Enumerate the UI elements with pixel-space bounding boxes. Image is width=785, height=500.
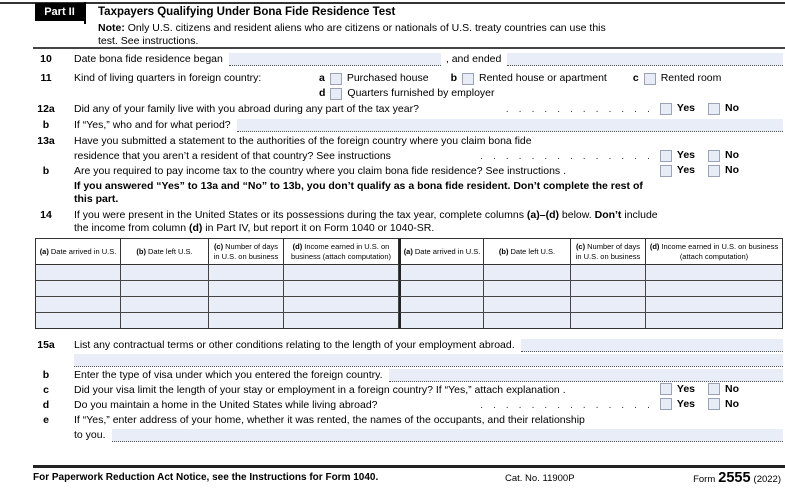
line-11-number: 11 <box>40 72 52 84</box>
table-cell-r1c7[interactable] <box>571 265 646 281</box>
line-14-text-5: in Part IV, but report it on Form 1040 or 1040-SR. <box>202 222 435 234</box>
family-period-field[interactable] <box>237 119 783 132</box>
table-cell-r3c7[interactable] <box>571 297 646 313</box>
line-15c-yesno <box>660 383 739 397</box>
date-ended-field[interactable] <box>507 53 783 66</box>
part-divider-line <box>84 2 86 24</box>
form-number: 2555 <box>718 470 751 486</box>
page-footer <box>33 470 783 488</box>
line-11 <box>33 70 783 85</box>
checkbox-12a-yes[interactable] <box>660 103 672 115</box>
section-note <box>98 22 606 47</box>
line-15d-yesno <box>660 398 739 412</box>
section-title: Taxpayers Qualifying Under Bona Fide Residence Test <box>98 6 396 18</box>
line-11d <box>33 85 783 100</box>
line-12b <box>33 116 783 132</box>
checkbox-11d-employer-quarters[interactable] <box>330 88 342 100</box>
col-header-c2: (c) Number of days in U.S. on business <box>571 239 646 265</box>
option-11d-label: Quarters furnished by employer <box>347 87 495 99</box>
line-13b-label: Are you required to pay income tax to the country where you claim bona fide residence? See instructions . <box>74 165 567 177</box>
line-12a-label: Did any of your family live with you abroad during any part of the tax year? <box>74 103 419 115</box>
line-12a-number: 12a <box>37 103 55 115</box>
table-cell-r4c8[interactable] <box>646 313 782 328</box>
line-14 <box>33 209 783 222</box>
checkbox-15d-no[interactable] <box>708 398 720 410</box>
table-cell-r4c6[interactable] <box>484 313 571 328</box>
table-cell-r3c3[interactable] <box>209 297 284 313</box>
line-13-note <box>33 180 783 193</box>
checkbox-13a-no[interactable] <box>708 150 720 162</box>
line-13b-yes-label: Yes <box>676 164 695 176</box>
line-14-bold-d: (d) <box>188 222 203 234</box>
table-cell-r1c4[interactable] <box>284 265 399 281</box>
option-11c-label: Rented room <box>660 72 722 84</box>
table-cell-r3c1[interactable] <box>36 297 121 313</box>
checkbox-11b-rented-house[interactable] <box>462 73 474 85</box>
line-14-text-3: include <box>621 209 658 221</box>
table-cell-r3c8[interactable] <box>646 297 782 313</box>
line-12a <box>33 101 783 116</box>
option-11c <box>633 72 722 85</box>
contract-terms-field-2[interactable] <box>74 354 783 367</box>
line-13a-cont <box>33 148 783 163</box>
line-15d-number: d <box>42 398 50 411</box>
line-15d-leaders: . . . . . . . . . . . . . . <box>480 398 650 411</box>
option-11b-letter: b <box>450 72 457 84</box>
line-13-note-cont <box>33 193 783 206</box>
checkbox-11c-rented-room[interactable] <box>644 73 656 85</box>
table-cell-r1c3[interactable] <box>209 265 284 281</box>
line-13a-label-2: residence that you aren’t a resident of that country? See instructions <box>74 150 391 162</box>
line-14-bold-dont: Don’t <box>594 209 622 221</box>
form-word: Form <box>693 474 716 485</box>
line-15e-cont <box>33 427 783 442</box>
line-12b-label: If “Yes,” who and for what period? <box>74 119 231 131</box>
form-body <box>33 49 783 442</box>
top-rule <box>0 2 785 4</box>
line-13a-leaders: . . . . . . . . . . . . . . <box>480 150 650 162</box>
line-15a-number: 15a <box>37 338 55 351</box>
line-12b-number: b <box>42 119 50 131</box>
table-cell-r2c3[interactable] <box>209 281 284 297</box>
line-13b-yesno <box>660 164 739 178</box>
note-line1: Only U.S. citizens and resident aliens who are citizens or nationals of U.S. treaty countries can use this <box>127 22 606 34</box>
line-13b <box>33 163 783 178</box>
part-ii-badge: Part II <box>35 3 84 21</box>
line-15a <box>33 336 783 352</box>
line-13a <box>33 135 783 148</box>
col-header-b1: (b) Date left U.S. <box>121 239 209 265</box>
line-15d-yes-label: Yes <box>676 397 695 410</box>
table-cell-r2c7[interactable] <box>571 281 646 297</box>
checkbox-12a-no[interactable] <box>708 103 720 115</box>
note-line2: test. See instructions. <box>98 34 199 47</box>
line-14-bold-ad: (a)–(d) <box>526 209 559 221</box>
line-12a-yes-label: Yes <box>676 102 695 114</box>
contract-terms-field[interactable] <box>521 339 783 352</box>
line-12a-no-label: No <box>725 102 739 114</box>
table-cell-r4c7[interactable] <box>571 313 646 328</box>
col-header-d1: (d) Income earned in U.S. on business (attach computation) <box>284 239 399 265</box>
option-11c-letter: c <box>632 72 639 84</box>
checkbox-11a-purchased-house[interactable] <box>330 73 342 85</box>
line-15a-cont <box>33 352 783 367</box>
line-14-text-2: below. <box>559 209 595 221</box>
line-11-label: Kind of living quarters in foreign country: <box>74 72 262 84</box>
line-13b-number: b <box>42 165 50 177</box>
line-13a-no-label: No <box>725 149 739 161</box>
paperwork-notice: For Paperwork Reduction Act Notice, see the Instructions for Form 1040. <box>33 472 379 483</box>
line-14-cont <box>33 222 783 235</box>
line-15b-label: Enter the type of visa under which you entered the foreign country. <box>74 368 383 381</box>
line-14-number: 14 <box>40 209 52 221</box>
line-15d <box>33 397 783 412</box>
line-15e-number: e <box>43 413 49 426</box>
table-cell-r1c1[interactable] <box>36 265 121 281</box>
line-15d-no-label: No <box>725 397 739 410</box>
col-header-c1: (c) Number of days in U.S. on business <box>209 239 284 265</box>
col-header-a2: (a) Date arrived in U.S. <box>399 239 484 265</box>
line-15c-yes-label: Yes <box>676 382 695 395</box>
line-12a-leaders: . . . . . . . . . . . . <box>505 103 650 115</box>
table-cell-r4c3[interactable] <box>209 313 284 328</box>
bottom-rule <box>33 465 785 468</box>
table-cell-r4c2[interactable] <box>121 313 209 328</box>
col-header-d2: (d) Income earned in U.S. on business (attach computation) <box>646 239 782 265</box>
col-header-b2: (b) Date left U.S. <box>484 239 571 265</box>
table-cell-r4c5[interactable] <box>399 313 484 328</box>
checkbox-13b-yes[interactable] <box>660 165 672 177</box>
line-13-note-1: If you answered “Yes” to 13a and “No” to 13b, you don’t qualify as a bona fide resident. Don’t complete the rest of <box>74 180 643 192</box>
form-number-block <box>693 470 781 486</box>
option-11a-letter: a <box>319 72 325 84</box>
date-began-field[interactable] <box>229 53 441 66</box>
option-11b-label: Rented house or apartment <box>479 72 607 84</box>
checkbox-13a-yes[interactable] <box>660 150 672 162</box>
table-cell-r3c4[interactable] <box>284 297 399 313</box>
line-10-label: Date bona fide residence began <box>74 53 223 65</box>
catalog-number: Cat. No. 11900P <box>505 473 575 484</box>
line-15c-no-label: No <box>725 382 739 395</box>
checkbox-15d-yes[interactable] <box>660 398 672 410</box>
line-15c-label: Did your visa limit the length of your stay or employment in a foreign country? If “Yes,” attach explanation . <box>74 383 566 396</box>
table-cell-r3c5[interactable] <box>399 297 484 313</box>
form-year: (2022) <box>753 474 781 485</box>
line-15a-label: List any contractual terms or other conditions relating to the length of your employment abroad. <box>74 338 515 351</box>
table-cell-r2c8[interactable] <box>646 281 782 297</box>
line-12a-yesno <box>660 102 739 116</box>
line-10-number: 10 <box>40 53 52 65</box>
table-cell-r1c2[interactable] <box>121 265 209 281</box>
note-label: Note: <box>98 22 125 34</box>
line-15e-label-2: to you. <box>74 428 106 441</box>
table-cell-r2c5[interactable] <box>399 281 484 297</box>
visa-type-field[interactable] <box>389 369 783 382</box>
checkbox-13b-no[interactable] <box>708 165 720 177</box>
line-15b <box>33 367 783 382</box>
line-15c <box>33 382 783 397</box>
line-14-text-1: If you were present in the United States or its possessions during the tax year, complete columns <box>74 209 527 221</box>
table-cell-r3c2[interactable] <box>121 297 209 313</box>
table-cell-r3c6[interactable] <box>484 297 571 313</box>
table-cell-r1c6[interactable] <box>484 265 571 281</box>
table-cell-r2c2[interactable] <box>121 281 209 297</box>
line-13-note-2: this part. <box>74 193 119 205</box>
line-15c-number: c <box>43 383 49 396</box>
table-cell-r2c1[interactable] <box>36 281 121 297</box>
option-11b <box>451 72 607 85</box>
table-cell-r1c8[interactable] <box>646 265 782 281</box>
line-10-mid-label: , and ended <box>445 53 502 65</box>
col-header-a1: (a) Date arrived in U.S. <box>36 239 121 265</box>
home-address-field[interactable] <box>112 429 783 442</box>
checkbox-15c-no[interactable] <box>708 383 720 395</box>
line-13b-no-label: No <box>725 164 739 176</box>
line-15e <box>33 414 783 427</box>
table-cell-r4c1[interactable] <box>36 313 121 328</box>
line-10 <box>33 50 783 66</box>
line-13a-number: 13a <box>37 135 55 147</box>
line-13a-label-1: Have you submitted a statement to the authorities of the foreign country where you claim bona fide <box>74 135 532 147</box>
option-11d <box>319 87 495 100</box>
table-cell-r2c6[interactable] <box>484 281 571 297</box>
line-13a-yesno <box>660 149 739 163</box>
line-15e-label-1: If “Yes,” enter address of your home, whether it was rented, the names of the occupants, and their relationship <box>74 413 585 426</box>
option-11a-label: Purchased house <box>346 72 429 84</box>
option-11d-letter: d <box>319 87 326 99</box>
checkbox-15c-yes[interactable] <box>660 383 672 395</box>
table-cell-r1c5[interactable] <box>399 265 484 281</box>
option-11a <box>319 72 429 85</box>
presence-table <box>35 238 783 329</box>
line-14-text-4: the income from column <box>74 222 189 234</box>
line-13a-yes-label: Yes <box>676 149 695 161</box>
line-15d-label: Do you maintain a home in the United States while living abroad? <box>74 398 378 411</box>
table-cell-r2c4[interactable] <box>284 281 399 297</box>
table-cell-r4c4[interactable] <box>284 313 399 328</box>
line-15b-number: b <box>42 368 50 381</box>
